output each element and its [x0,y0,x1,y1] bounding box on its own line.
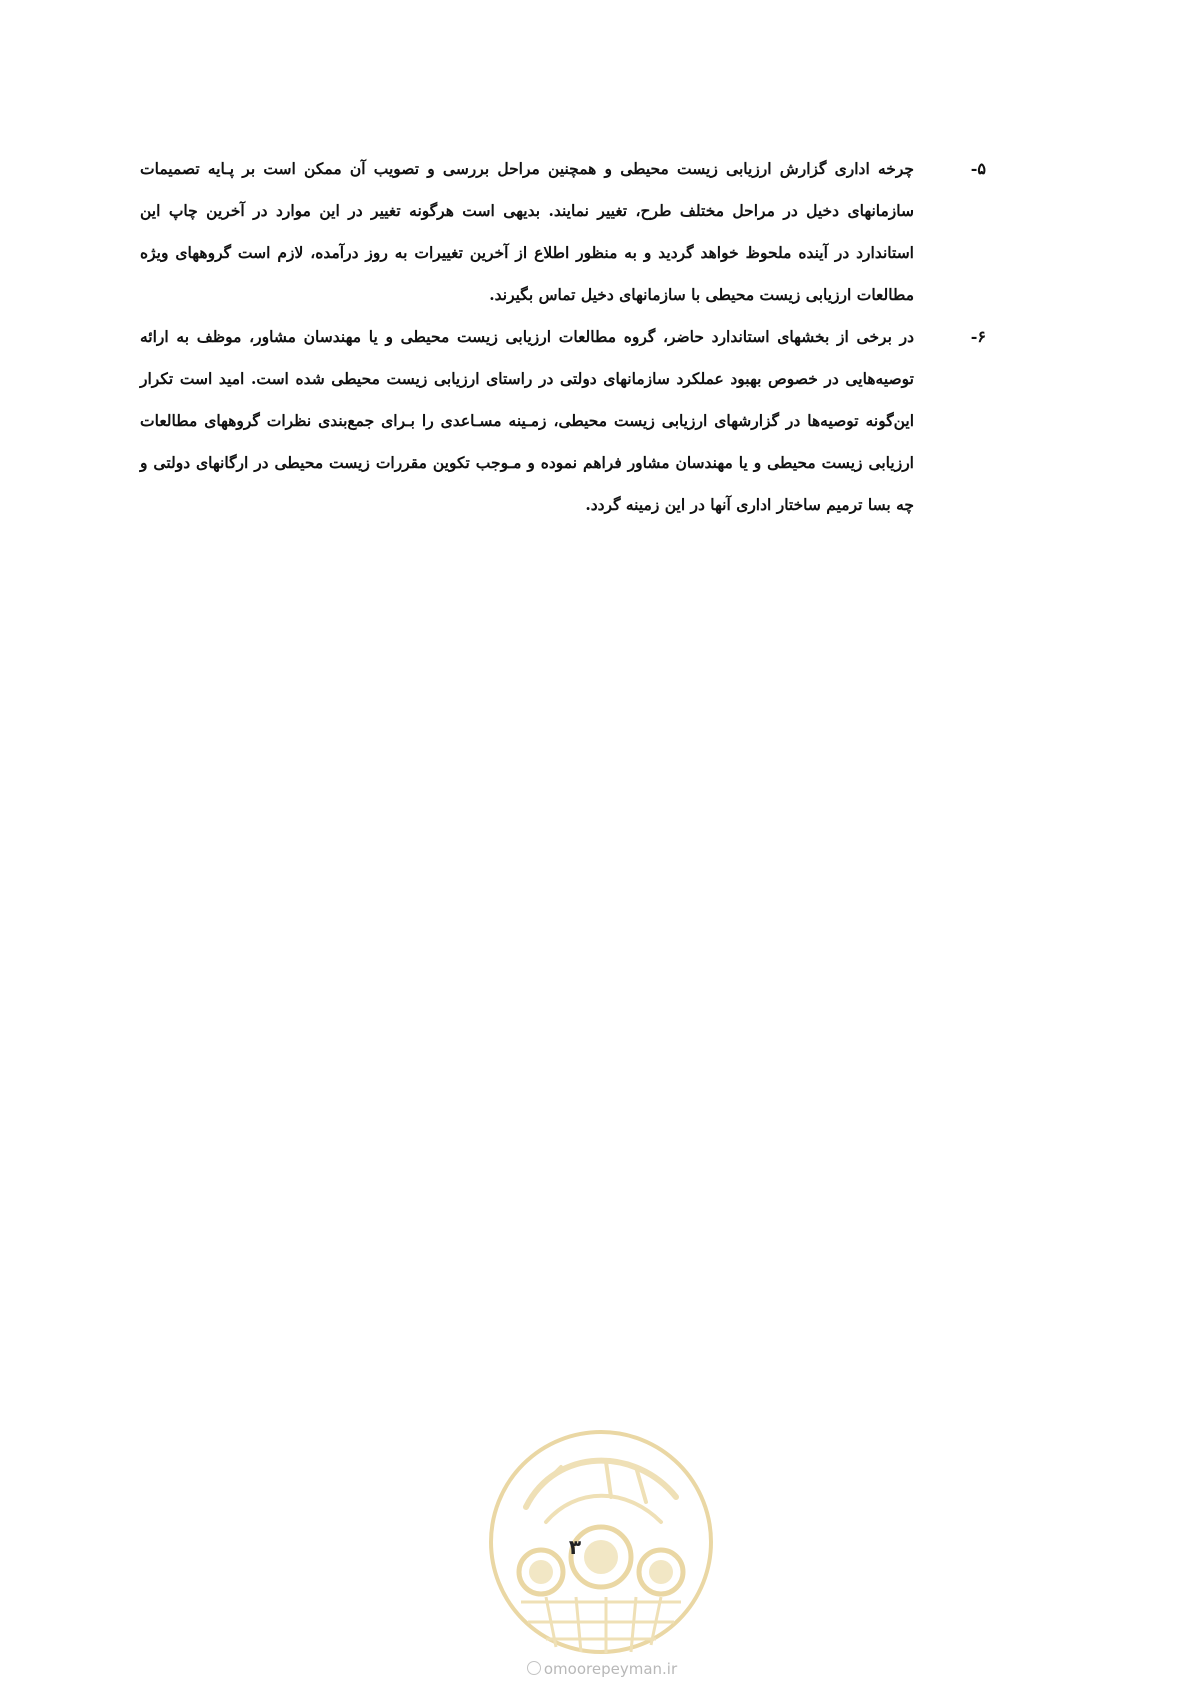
list-item [140,316,986,526]
watermark-logo [486,1427,716,1657]
page-number: ۳ [568,1535,582,1559]
item-number: ۵- [970,159,986,178]
watermark-site [487,1660,717,1678]
item-text: چرخه اداری گزارش ارزیابی زیست محیطی و همچنین مراحل بررسی و تصویب آن ممکن است بر پـایه تصمیمات سازمانهای دخیل در مراحل مختلف طرح، تغییر نمایند. بدیهی است هرگونه تغییر در این موارد در آخرین چاپ این استاندارد در آینده ملحوظ خواهد گردید و به منظور اطلاع از آخرین تغییرات به روز درآمده، لازم است گروههای ویژه مطالعات ارزیابی زیست محیطی با سازمانهای دخیل تماس بگیرند. [140,159,914,304]
item-number: ۶- [970,327,986,346]
list-item [140,148,986,316]
globe-icon [527,1661,541,1675]
item-text: در برخی از بخشهای استاندارد حاضر، گروه مطالعات ارزیابی زیست محیطی و یا مهندسان مشاور، موظف به ارائه توصیه‌هایی در خصوص بهبود عملکرد سازمانهای دولتی در راستای ارزیابی زیست محیطی شده است. امید است تکرار این‌گونه توصیه‌ها در گزارشهای ارزیابی زیست محیطی، زمـینه مسـاعدی را بـرای جمع‌بندی نظرات گروههای مطالعات ارزیابی زیست محیطی و یا مهندسان مشاور فراهم نموده و مـوجب تکوین مقررات زیست محیطی در ارگانهای دولتی و چه بسا ترمیم ساختار اداری آنها در این زمینه گردد. [140,327,914,514]
notes-list [140,148,986,526]
watermark-site-text: omoorepeyman.ir [543,1660,678,1678]
